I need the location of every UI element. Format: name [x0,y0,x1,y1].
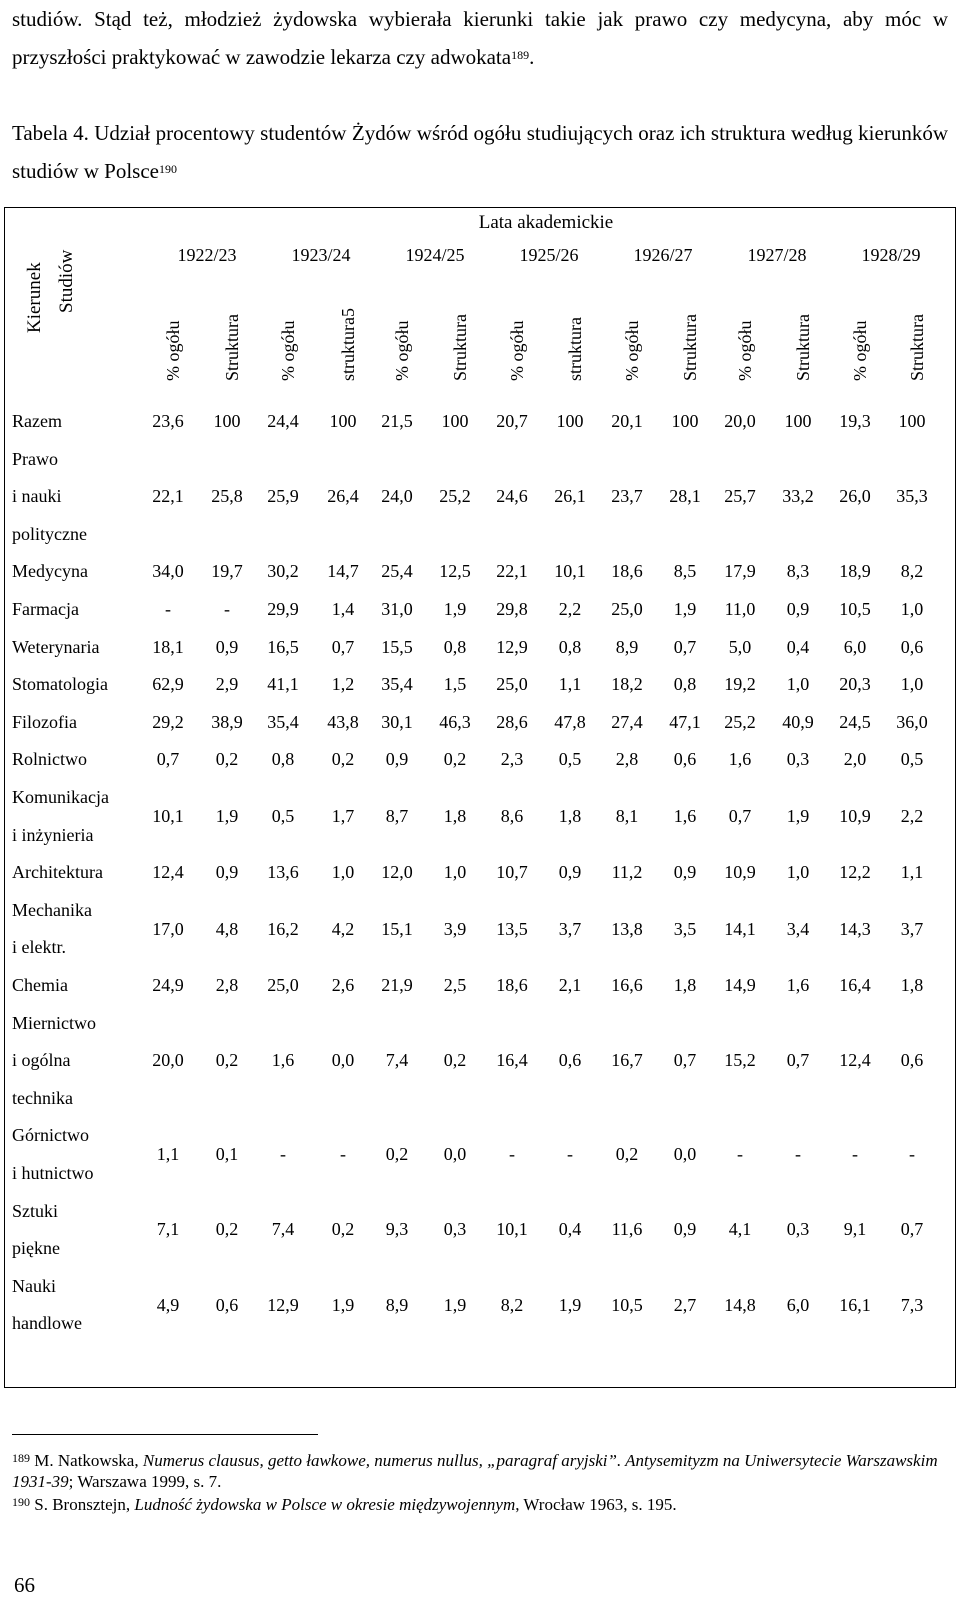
table-cell: 1,0 [331,862,355,883]
row-label: Weterynaria [12,636,100,657]
table-cell: 10,1 [554,561,586,582]
year-header: 1924/25 [405,245,465,265]
row-label: Architektura [12,862,103,883]
table-cell: 0,9 [786,599,810,619]
table-cell: 25,2 [439,486,471,507]
table-cell: 11,2 [611,862,643,883]
table-cell: 41,1 [267,674,299,695]
table-cell: 0,9 [385,749,409,770]
table-cell: 22,1 [496,561,528,582]
table-cell: 1,1 [900,862,924,883]
table-cell: - [737,1144,743,1165]
table-cell: 19,3 [839,411,871,431]
table-cell: 10,1 [152,805,184,826]
table-cell: 100 [441,411,469,431]
table-cell: 10,5 [839,599,871,619]
table-cell: 7,4 [385,1050,409,1071]
row-label: Rolnictwo [12,749,87,770]
table-cell: 0,2 [331,749,355,770]
table-cell: 25,2 [724,711,756,732]
column-subheader: % ogółu [735,320,755,381]
table-cell: 3,5 [673,918,697,939]
table-cell: 0,6 [900,1050,924,1071]
table-cell: - [165,599,171,619]
table-cell: 0,2 [331,1219,355,1240]
table-cell: 0,6 [673,749,697,770]
table-cell: 3,7 [558,918,582,939]
table-cell: 24,0 [381,486,413,507]
table-cell: 0,1 [215,1144,239,1165]
table-cell: 18,9 [839,561,871,582]
row-label: i hutnictwo [12,1163,94,1183]
table-cell: 34,0 [152,561,184,582]
table-cell: 20,0 [152,1050,184,1071]
table-cell: 4,9 [156,1294,180,1315]
table-cell: - [852,1144,858,1165]
table-cell: 19,7 [211,561,243,582]
table-cell: 18,6 [611,561,643,582]
row-label: Komunikacja [12,787,109,807]
table-cell: 30,1 [381,711,413,732]
row-label: Miernictwo [12,1012,96,1033]
table-cell: 2,2 [558,599,582,619]
footnote-title: Numerus clausus, getto ławkowe, numerus nullus, „paragraf aryjski”. Antysemityzm na Uniwersytecie Warszawskim 1931-39 [12,1451,938,1491]
table-cell: 0,9 [673,862,697,883]
footnote-num: 190 [12,1495,30,1509]
intro-text: studiów. Stąd też, młodzież żydowska wybierała kierunki takie jak prawo czy medycyna, aby móc w przyszłości praktykować w zawodzie lekarza czy adwokata [12,7,948,69]
table-cell: 25,9 [267,486,299,507]
table-cell: 1,9 [786,805,810,826]
table-cell: 21,5 [381,411,413,431]
table-cell: 14,9 [724,975,756,995]
table-cell: 0,0 [331,1050,355,1071]
table-cell: 43,8 [327,711,359,732]
table-cell: 23,7 [611,486,643,507]
table-cell: 33,2 [782,486,814,507]
row-label: handlowe [12,1313,82,1334]
row-label: Prawo [12,448,58,469]
row-label: i inżynieria [12,824,94,845]
table-cell: 7,4 [271,1219,295,1240]
column-subheader: % ogółu [163,320,183,381]
header-kierunek: Kierunek [24,262,45,333]
table-cell: 35,4 [267,711,299,732]
table-cell: 25,0 [496,674,528,695]
table-cell: 0,5 [271,805,295,826]
table-cell: 100 [784,411,812,431]
table-cell: 26,0 [839,486,871,507]
table-cell: 24,4 [267,411,299,431]
row-label: i elektr. [12,937,66,958]
table-cell: 25,4 [381,561,413,582]
table-cell: 1,0 [900,599,924,619]
table-cell: 0,7 [331,636,355,657]
table-cell: 9,3 [385,1219,409,1240]
intro-end: . [529,45,535,69]
row-label: polityczne [12,523,87,544]
table-cell: 0,2 [615,1144,639,1165]
table-cell: 13,5 [496,918,528,939]
table-cell: 14,1 [724,918,756,939]
footnote-num: 189 [12,1451,30,1465]
table-cell: 18,2 [611,674,643,695]
row-label: i ogólna [12,1050,71,1071]
table-cell: 18,6 [496,975,528,995]
table-cell: 15,2 [724,1050,756,1071]
footnote-title: Ludność żydowska w Polsce w okresie międzywojennym [134,1495,516,1514]
table-cell: 2,8 [615,749,639,770]
table-cell: 1,0 [786,674,810,695]
table-cell: 47,1 [669,711,701,732]
footnote-rest: , Wrocław 1963, s. 195. [515,1495,677,1514]
table-cell: 8,7 [385,805,409,826]
column-subheader: struktura [565,317,585,381]
row-label: piękne [12,1238,60,1259]
table-cell: 6,0 [843,636,867,657]
table-cell: 2,7 [673,1294,697,1315]
row-label: Mechanika [12,899,92,920]
footnote-author: M. Natkowska, [34,1451,143,1470]
table-cell: 24,9 [152,975,184,995]
table-cell: 2,3 [500,749,524,770]
table-cell: 16,5 [267,636,299,657]
table-cell: 1,6 [673,805,697,826]
table-cell: 0,2 [443,1050,467,1071]
table-cell: 100 [329,411,357,431]
table-cell: 26,4 [327,486,359,507]
table-cell: 0,2 [443,749,467,770]
column-subheader: struktura5 [338,308,358,381]
table-cell: 15,5 [381,636,413,657]
table-cell: 0,2 [215,1050,239,1071]
table-cell: 2,2 [900,805,924,826]
table-cell: 0,5 [900,749,924,770]
table-cell: 22,1 [152,486,184,507]
footnote-rest: ; Warszawa 1999, s. 7. [68,1472,222,1491]
table-cell: 6,0 [786,1294,810,1315]
table-cell: 0,2 [215,1219,239,1240]
table-cell: 0,7 [728,805,752,826]
table-cell: 20,0 [724,411,756,431]
row-label: Medycyna [12,561,88,582]
column-subheader: % ogółu [278,320,298,381]
table-cell: 17,9 [724,561,756,582]
row-label: Filozofia [12,711,77,732]
table-cell: 12,5 [439,561,471,582]
row-label: Górnictwo [12,1125,89,1146]
table-cell: 16,1 [839,1294,871,1315]
table-cell: 46,3 [439,711,471,732]
table-cell: 7,3 [900,1294,924,1315]
table-cell: 1,8 [443,805,467,826]
table-cell: 11,0 [724,599,756,619]
table-cell: 7,1 [156,1219,180,1240]
table-cell: 1,2 [331,674,355,695]
table-cell: 0,7 [786,1050,810,1071]
table-cell: 1,8 [558,805,582,826]
table-cell: - [509,1144,515,1165]
table-cell: - [340,1144,346,1165]
table-cell: 1,0 [443,862,467,883]
table-cell: 20,7 [496,411,528,431]
table-cell: 0,9 [215,636,239,657]
table-cell: 2,9 [215,674,239,695]
table-cell: 1,0 [900,674,924,695]
table-cell: 29,8 [496,599,528,619]
table-cell: 14,8 [724,1294,756,1315]
table-cell: 24,6 [496,486,528,507]
table-cell: 15,1 [381,918,413,939]
table-cell: 8,3 [786,561,810,582]
table-cell: 12,4 [839,1050,871,1071]
table-cell: 13,6 [267,862,299,883]
table-cell: 4,2 [331,918,355,939]
table-cell: 0,9 [673,1219,697,1240]
table-cell: 0,8 [271,749,295,770]
table-cell: - [795,1144,801,1165]
table-cell: 24,5 [839,711,871,732]
table-cell: 1,5 [443,674,467,695]
data-table [4,207,956,1388]
table-cell: 12,0 [381,862,413,883]
table-cell: 1,7 [331,805,355,826]
column-subheader: Struktura [450,314,470,381]
column-subheader: Struktura [907,314,927,381]
table-cell: 23,6 [152,411,184,431]
table-cell: 1,6 [786,975,810,995]
table-cell: 12,9 [496,636,528,657]
row-label: Stomatologia [12,674,108,695]
table-cell: 0,4 [786,636,810,657]
table-cell: 12,4 [152,862,184,883]
table-cell: 25,8 [211,486,243,507]
table-cell: 1,8 [673,975,697,995]
table-cell: 0,6 [558,1050,582,1071]
table-cell: 47,8 [554,711,586,732]
table-cell: 8,9 [385,1294,409,1315]
table-cell: 3,7 [900,918,924,939]
table-cell: 35,4 [381,674,413,695]
table-cell: 3,4 [786,918,810,939]
table-cell: 8,6 [500,805,524,826]
table-cell: 10,9 [839,805,871,826]
column-subheader: % ogółu [507,320,527,381]
caption-text: Tabela 4. Udział procentowy studentów Żydów wśród ogółu studiujących oraz ich struktura według kierunków studiów w Polsce [12,121,948,183]
table-cell: 4,1 [728,1219,752,1240]
table-cell: 4,8 [215,918,239,939]
table-caption [12,114,948,190]
table-cell: - [909,1144,915,1165]
table-cell: 16,7 [611,1050,643,1071]
row-label: i nauki [12,486,62,507]
table-cell: 0,3 [786,749,810,770]
table-cell: 14,3 [839,918,871,939]
table-cell: 2,5 [443,975,467,995]
table-cell: 100 [556,411,584,431]
table-cell: 5,0 [728,636,752,657]
row-label: technika [12,1087,73,1108]
table-cell: 1,9 [673,599,697,619]
table-cell: 10,7 [496,862,528,883]
table-cell: 1,6 [728,749,752,770]
table-cell: 0,7 [156,749,180,770]
table-cell: 0,8 [443,636,467,657]
table-cell: 16,2 [267,918,299,939]
footnote-190 [12,1494,948,1515]
table-cell: 0,7 [673,1050,697,1071]
table-cell: 1,0 [786,862,810,883]
column-subheader: Struktura [793,314,813,381]
table-cell: 0,0 [443,1144,467,1165]
table-cell: 14,7 [327,561,359,582]
year-header: 1926/27 [633,245,693,265]
table-cell: 38,9 [211,711,243,732]
row-label: Nauki [12,1275,56,1296]
table-cell: 100 [898,411,926,431]
table-cell: - [567,1144,573,1165]
table-cell: 1,4 [331,599,355,619]
table-cell: 8,1 [615,805,639,826]
table-cell: 2,0 [843,749,867,770]
table-cell: 1,9 [215,805,239,826]
table-cell: 25,0 [267,975,299,995]
table-cell: 3,9 [443,918,467,939]
table-cell: 0,7 [900,1219,924,1240]
table-cell: 12,2 [839,862,871,883]
table-cell: 26,1 [554,486,586,507]
table-cell: 8,2 [500,1294,524,1315]
table-cell: 28,6 [496,711,528,732]
footnote-ref-189: 189 [511,48,530,62]
table-cell: 0,3 [443,1219,467,1240]
table-cell: 0,8 [558,636,582,657]
column-subheader: % ogółu [622,320,642,381]
table-cell: 1,1 [558,674,582,695]
column-subheader: Struktura [680,314,700,381]
table-cell: 0,4 [558,1219,582,1240]
year-header: 1927/28 [747,245,807,265]
table-cell: 13,8 [611,918,643,939]
table-cell: 27,4 [611,711,643,732]
table-cell: 0,2 [215,749,239,770]
table-cell: 1,6 [271,1050,295,1071]
row-label: Sztuki [12,1200,59,1221]
table-cell: 0,7 [673,636,697,657]
table-cell: 16,6 [611,975,643,995]
column-subheader: Struktura [222,314,242,381]
table-cell: 16,4 [839,975,871,995]
table-cell: 18,1 [152,636,184,657]
table-cell: 40,9 [782,711,814,732]
intro-paragraph [12,0,948,76]
page-number: 66 [14,1573,35,1597]
table-cell: 29,9 [267,599,299,619]
year-header: 1925/26 [519,245,579,265]
table-cell: 25,7 [724,486,756,507]
footnote-ref-190: 190 [159,162,177,176]
table-cell: 8,2 [900,561,924,582]
table-cell: 0,3 [786,1219,810,1240]
table-cell: - [224,599,230,619]
table-cell: 16,4 [496,1050,528,1071]
table-cell: 1,9 [443,1294,467,1315]
table-cell: 100 [213,411,241,431]
table-cell: 20,1 [611,411,643,431]
table-cell: 19,2 [724,674,756,695]
year-header: 1928/29 [861,245,921,265]
table-cell: 25,0 [611,599,643,619]
year-header: 1923/24 [291,245,351,265]
table-cell: 2,8 [215,975,239,995]
column-subheader: % ogółu [392,320,412,381]
footnote-separator [12,1434,318,1435]
table-cell: 0,9 [558,862,582,883]
table-cell: 17,0 [152,918,184,939]
table-cell: 12,9 [267,1294,299,1315]
table-cell: - [280,1144,286,1165]
table-cell: 0,0 [673,1144,697,1165]
table-cell: 31,0 [381,599,413,619]
table-cell: 20,3 [839,674,871,695]
footnote-189 [12,1450,948,1492]
table-cell: 2,1 [558,975,582,995]
table-cell: 0,6 [900,636,924,657]
row-label: Farmacja [12,599,79,619]
header-lata-akademickie: Lata akademickie [478,212,614,233]
table-cell: 10,9 [724,862,756,883]
table-cell: 0,8 [673,674,697,695]
table-cell: 9,1 [843,1219,867,1240]
table-cell: 10,5 [611,1294,643,1315]
table-cell: 29,2 [152,711,184,732]
table-cell: 1,9 [558,1294,582,1315]
table-cell: 1,1 [156,1144,180,1165]
table-cell: 0,6 [215,1294,239,1315]
table-cell: 30,2 [267,561,299,582]
row-label: Razem [12,411,62,431]
table-cell: 0,9 [215,862,239,883]
header-studiow: Studiów [56,249,77,313]
row-label: Chemia [12,975,68,995]
column-subheader: % ogółu [850,320,870,381]
table-cell: 0,5 [558,749,582,770]
year-header: 1922/23 [177,245,237,265]
table-cell: 21,9 [381,975,413,995]
table-cell: 8,9 [615,636,639,657]
table-cell: 62,9 [152,674,184,695]
table-cell: 10,1 [496,1219,528,1240]
table-cell: 36,0 [896,711,928,732]
table-cell: 28,1 [669,486,701,507]
table-cell: 1,9 [331,1294,355,1315]
table-cell: 0,2 [385,1144,409,1165]
table-cell: 1,8 [900,975,924,995]
footnote-author: S. Bronsztejn, [34,1495,135,1514]
table-cell: 8,5 [673,561,697,582]
table-cell: 35,3 [896,486,928,507]
table-cell: 1,9 [443,599,467,619]
table-cell: 100 [671,411,699,431]
table-cell: 2,6 [331,975,355,995]
table-cell: 11,6 [611,1219,643,1240]
